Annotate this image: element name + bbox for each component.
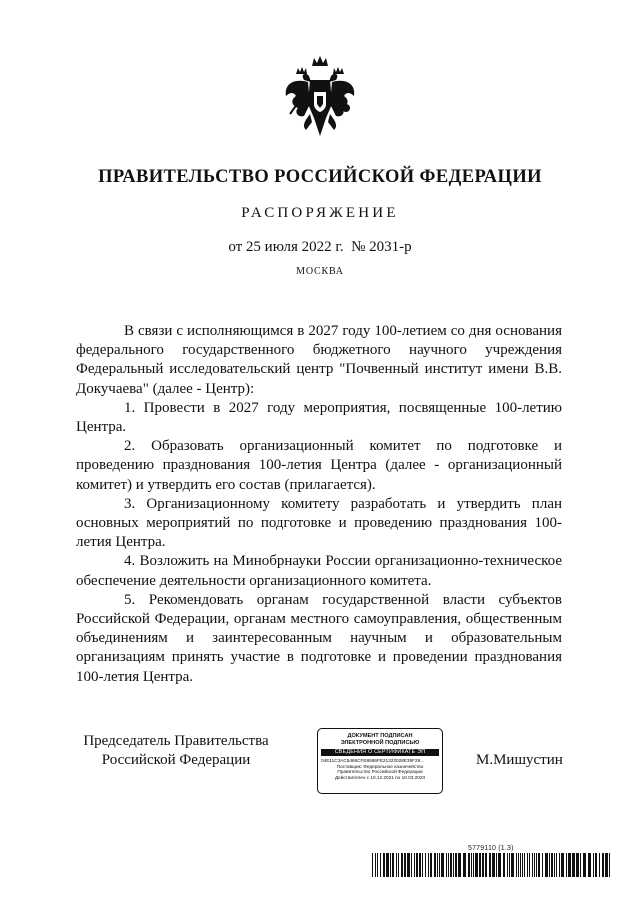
item-4-paragraph: 4. Возложить на Минобрнауки России организационно-техническое обеспечение деятельности организационного комитета.	[76, 553, 562, 589]
signatory-position-line1: Председатель Правительства	[83, 733, 269, 749]
document-date-number: от 25 июля 2022 г. № 2031-р	[228, 239, 412, 255]
item-2-paragraph: 2. Образовать организационный комитет по подготовке и проведению празднования 100-летия Центра (далее - организационный комитет) и утвердить его состав (прилагается).	[76, 438, 562, 493]
document-type: РАСПОРЯЖЕНИЕ	[241, 205, 399, 221]
preamble-paragraph: В связи с исполняющимся в 2027 году 100-летием со дня основания федерального государственного бюджетного научного учреждения Федеральный исследовательский центр "Почвенный институт имени В.В. Докучаева" (далее - Центр):	[76, 323, 562, 397]
barcode-caption: 5779110 (1.3)	[468, 845, 514, 852]
document-body	[76, 322, 562, 687]
signatory-name: М.Мишустин	[476, 752, 563, 768]
government-title: ПРАВИТЕЛЬСТВО РОССИЙСКОЙ ФЕДЕРАЦИИ	[98, 167, 542, 187]
signatory-position-line2: Российской Федерации	[101, 752, 251, 768]
electronic-signature-stamp	[317, 728, 443, 794]
signatory-position	[76, 732, 276, 770]
document-city: МОСКВА	[296, 266, 344, 277]
item-3-paragraph: 3. Организационному комитету разработать и утвердить план основных мероприятий по подготовке и проведению празднования 100-летия Центра.	[76, 495, 562, 551]
stamp-issuer-line1: Поставщик: Федеральное казначейство	[336, 763, 424, 769]
stamp-certificate-header: СВЕДЕНИЯ О СЕРТИФИКАТЕ ЭП	[321, 749, 439, 756]
item-5-paragraph: 5. Рекомендовать органам государственной власти субъектов Российской Федерации, органам местного самоуправления, общественным объединениям и заинтересованным научным и образовательным организациям принять участие в подготовке и проведении празднования 100-летия Центра.	[76, 591, 562, 685]
stamp-line1: ДОКУМЕНТ ПОДПИСАН	[347, 733, 413, 739]
stamp-issuer-line2: Правительство Российской Федерации	[337, 769, 423, 775]
stamp-line2: ЭЛЕКТРОННОЙ ПОДПИСЬЮ	[340, 739, 420, 746]
item-1-paragraph: 1. Провести в 2027 году мероприятия, посвященные 100-летию Центра.	[76, 399, 562, 436]
stamp-certificate-number: 04E11C3AC5468CFE8686FE21323028E39F29...	[321, 757, 425, 763]
barcode-icon	[372, 853, 612, 877]
stamp-validity: Действителен с 10.12.2021 по 10.03.2023	[334, 775, 426, 781]
coat-of-arms-icon	[276, 52, 364, 150]
